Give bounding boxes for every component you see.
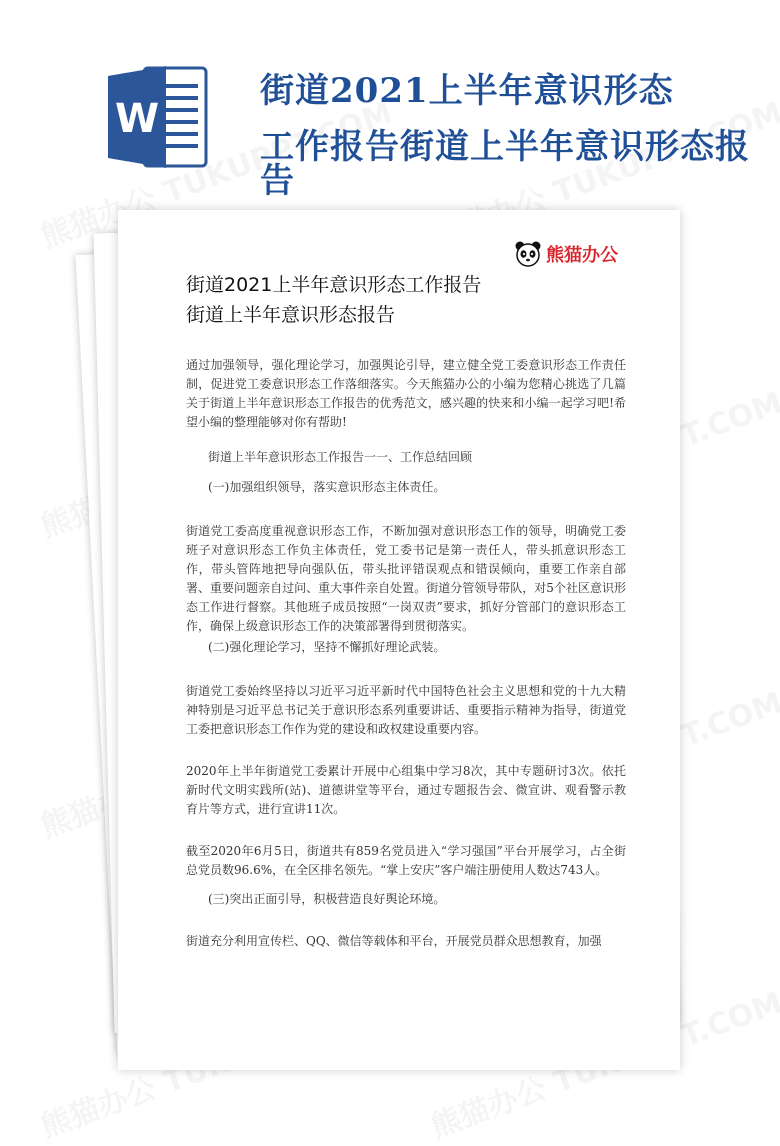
paragraph: 2020年上半年街道党工委累计开展中心组集中学习8次，其中专题研讨3次。依托新时代文明实践所(站)、道德讲堂等平台，通过专题报告会、微宣讲、观看警示教育片等方式，进行宣讲11次。 [186,764,626,816]
page-title: 街道2021上半年意识形态 [260,71,674,111]
paragraph: 截至2020年6月5日，街道共有859名党员进入“学习强国”平台开展学习，占全街总党员数96.6%，在全区排名领先。“掌上安庆”客户端注册使用人数达743人。 [186,844,626,877]
section-heading: (一)加强组织领导，落实意识形态主体责任。 [208,480,446,494]
panda-logo-icon [514,240,542,268]
word-document-icon [108,62,208,172]
paragraph: 街道党工委高度重视意识形态工作，不断加强对意识形态工作的领导，明确党工委班子对意识形态工作负主体责任，党工委书记是第一责任人，带头抓意识形态工作，带头管阵地把导向强队伍，带头批评错误观点和错误倾向，重要工作亲自部署、重要问题亲自过问、重大事件亲自处置。街道分管领导带队，对5个社区意识形态工作进行督察。其他班子成员按照“一岗双责”要求，抓好分管部门的意识形态工作，确保上级意识形态工作的决策部署得到贯彻落实。 [186,524,626,633]
svg-text:W: W [114,96,160,142]
document-title: 街道2021上半年意识形态工作报告 [186,274,482,296]
document-page [118,210,680,1070]
page-subtitle: 工作报告街道上半年意识形态报告 [260,127,750,201]
section-heading: (二)强化理论学习，坚持不懈抓好理论武装。 [208,640,446,654]
paragraph: 街道党工委始终坚持以习近平习近平新时代中国特色社会主义思想和党的十九大精神特别是习近平总书记关于意识形态系列重要讲话、重要指示精神为指导，街道党工委把意识形态工作作为党的建设和政权建设重要内容。 [186,684,626,736]
section-heading: (三)突出正面引导，积极营造良好舆论环境。 [208,892,446,906]
paragraph: 通过加强领导，强化理论学习，加强舆论引导，建立健全党工委意识形态工作责任制，促进党工委意识形态工作落细落实。今天熊猫办公的小编为您精心挑选了几篇关于街道上半年意识形态工作报告的优秀范文，感兴趣的快来和小编一起学习吧!希望小编的整理能够对你有帮助! [186,358,626,429]
brand-logo [514,240,618,268]
section-heading: 街道上半年意识形态工作报告一一、工作总结回顾 [208,450,473,464]
paragraph: 街道充分利用宣传栏、QQ、微信等载体和平台，开展党员群众思想教育，加强 [186,934,602,948]
brand-name: 熊猫办公 [546,245,618,266]
document-subtitle: 街道上半年意识形态报告 [186,304,396,326]
